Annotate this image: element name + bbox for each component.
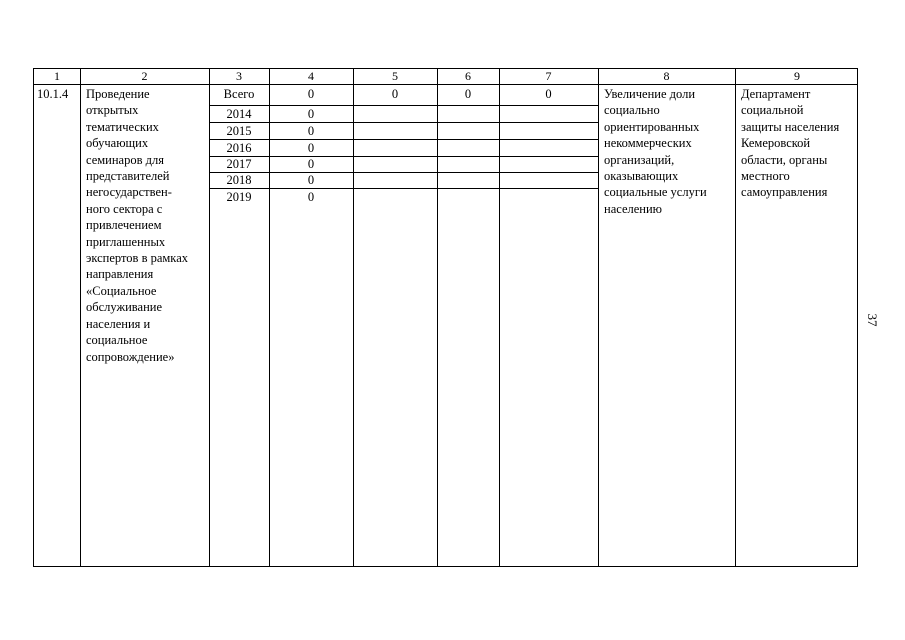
col-divider <box>499 69 500 566</box>
total-value-col7: 0 <box>545 87 552 101</box>
header-col-2: 2 <box>141 69 148 83</box>
year-label: 2016 <box>226 141 252 155</box>
row-code: 10.1.4 <box>37 87 69 101</box>
col-divider <box>353 69 354 566</box>
col-divider <box>80 69 81 566</box>
row-executor: Департамент социальной защиты населения Кемеровской области, органы местного самоуправления <box>741 87 840 200</box>
col-divider <box>598 69 599 566</box>
year-label: 2014 <box>226 107 252 121</box>
year-value: 0 <box>307 157 315 171</box>
header-col-9: 9 <box>794 69 800 83</box>
row-result: Увеличение доли социально ориентированных некоммерческих организаций, оказывающих социальные услуги населению <box>604 87 707 216</box>
total-label: Всего <box>223 87 255 101</box>
program-table <box>33 68 858 567</box>
header-col-8: 8 <box>663 69 670 83</box>
header-col-7: 7 <box>545 69 552 83</box>
year-value: 0 <box>307 173 315 187</box>
year-value: 0 <box>307 141 315 155</box>
year-label: 2017 <box>226 157 252 171</box>
year-label: 2019 <box>226 190 252 204</box>
header-col-1: 1 <box>54 69 60 83</box>
total-value-col4: 0 <box>307 87 315 101</box>
year-value: 0 <box>307 190 315 204</box>
year-label: 2018 <box>226 173 252 187</box>
col-divider <box>735 69 736 566</box>
year-value: 0 <box>307 107 315 121</box>
total-value-col5: 0 <box>391 87 399 101</box>
page-number: 37 <box>865 313 880 327</box>
header-divider <box>34 84 857 85</box>
header-col-3: 3 <box>236 69 242 83</box>
header-col-5: 5 <box>392 69 398 83</box>
col-divider <box>437 69 438 566</box>
header-col-6: 6 <box>465 69 471 83</box>
year-label: 2015 <box>226 124 252 138</box>
header-col-4: 4 <box>308 69 314 83</box>
total-value-col6: 0 <box>464 87 472 101</box>
year-value: 0 <box>307 124 315 138</box>
row-description: Проведение открытых тематических обучающих семинаров для представителей негосударствен- ного сектора с привлечением приглашенных экспертов в рамках направления «Социальное обслуживание населения и социальное сопровождение» <box>86 87 188 364</box>
